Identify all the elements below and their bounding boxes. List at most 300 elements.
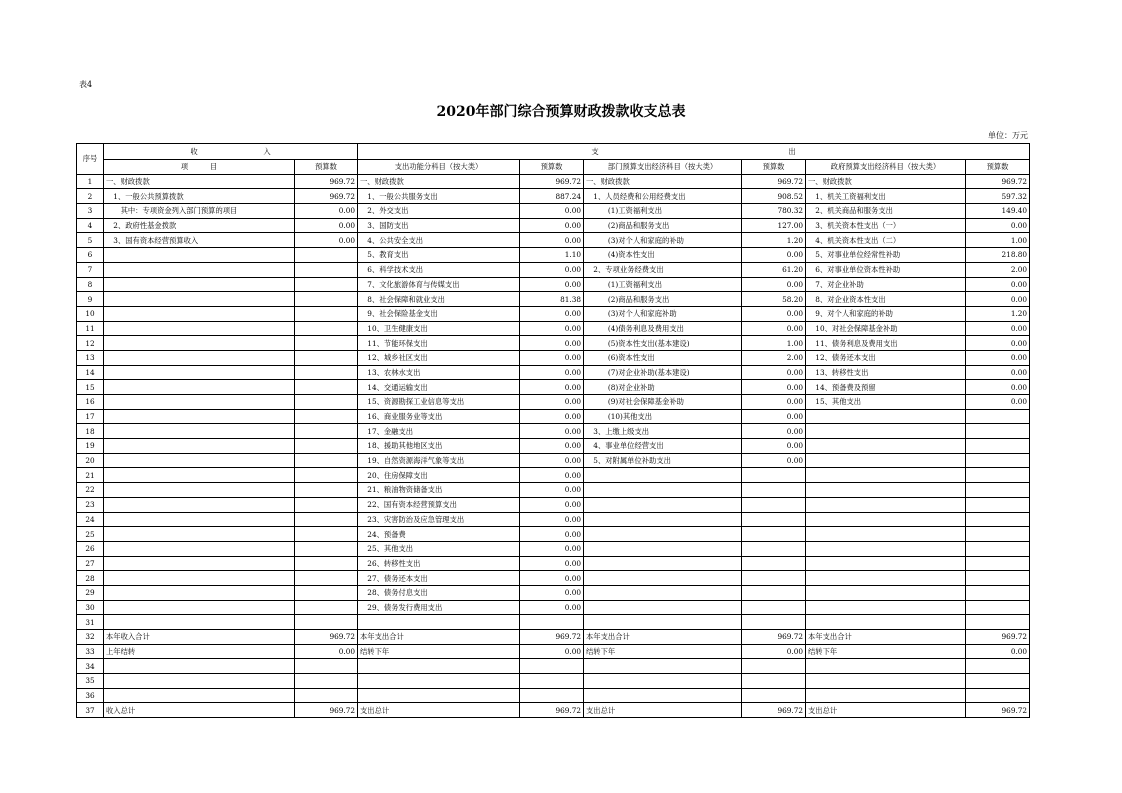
func-budget-cell: 1.10 <box>520 248 584 263</box>
table-row <box>77 615 1030 630</box>
func-item-cell: 19、自然资源海洋气象等支出 <box>358 453 520 468</box>
gov-item-cell: 13、转移性支出 <box>806 365 966 380</box>
gov-budget-cell: 0.00 <box>966 321 1030 336</box>
gov-item-cell <box>806 541 966 556</box>
dept-item-cell: (9)对社会保障基金补助 <box>584 395 742 410</box>
gov-budget-cell <box>966 556 1030 571</box>
dept-budget-cell: 58.20 <box>742 292 806 307</box>
seq-cell: 8 <box>77 277 104 292</box>
dept-item-cell <box>584 556 742 571</box>
seq-cell: 6 <box>77 248 104 263</box>
dept-item-cell <box>584 483 742 498</box>
income-item-cell <box>104 306 295 321</box>
table-row <box>77 688 1030 703</box>
dept-budget-cell <box>742 497 806 512</box>
income-item-cell <box>104 571 295 586</box>
gov-item-cell: 9、对个人和家庭的补助 <box>806 306 966 321</box>
func-budget-cell: 0.00 <box>520 483 584 498</box>
income-item-cell <box>104 336 295 351</box>
dept-budget-cell <box>742 556 806 571</box>
income-item-cell <box>104 468 295 483</box>
income-item-cell <box>104 674 295 689</box>
func-budget-cell: 0.00 <box>520 365 584 380</box>
table-row <box>77 585 1030 600</box>
income-budget-cell: 0.00 <box>295 644 358 659</box>
table-row <box>77 233 1030 248</box>
income-item-cell: 一、财政拨款 <box>104 174 295 189</box>
seq-cell: 17 <box>77 409 104 424</box>
gov-item-cell: 5、对事业单位经常性补助 <box>806 248 966 263</box>
dept-item-cell: (4)债务利息及费用支出 <box>584 321 742 336</box>
dept-item-cell: 支出总计 <box>584 703 742 718</box>
income-budget-cell: 969.72 <box>295 703 358 718</box>
gov-budget-cell <box>966 688 1030 703</box>
gov-budget-cell: 0.00 <box>966 365 1030 380</box>
income-budget-header: 预算数 <box>295 160 358 175</box>
seq-cell: 26 <box>77 541 104 556</box>
dept-item-cell <box>584 527 742 542</box>
func-budget-cell: 0.00 <box>520 527 584 542</box>
gov-item-cell: 1、机关工资福利支出 <box>806 189 966 204</box>
gov-item-cell <box>806 527 966 542</box>
gov-budget-cell: 0.00 <box>966 380 1030 395</box>
income-budget-cell <box>295 439 358 454</box>
income-item-cell <box>104 615 295 630</box>
seq-cell: 34 <box>77 659 104 674</box>
func-item-cell: 2、外交支出 <box>358 204 520 219</box>
income-budget-cell <box>295 615 358 630</box>
dept-item-cell: (10)其他支出 <box>584 409 742 424</box>
func-item-cell: 本年支出合计 <box>358 630 520 645</box>
gov-item-cell <box>806 483 966 498</box>
dept-budget-cell: 969.72 <box>742 703 806 718</box>
gov-budget-cell: 0.00 <box>966 644 1030 659</box>
seq-cell: 19 <box>77 439 104 454</box>
func-budget-header: 预算数 <box>520 160 584 175</box>
func-budget-cell: 0.00 <box>520 218 584 233</box>
func-budget-cell: 0.00 <box>520 409 584 424</box>
income-item-cell <box>104 439 295 454</box>
table-row <box>77 306 1030 321</box>
dept-budget-cell: 127.00 <box>742 218 806 233</box>
income-item-cell: 其中：专项资金列入部门预算的项目 <box>104 204 295 219</box>
dept-budget-cell: 0.00 <box>742 248 806 263</box>
dept-item-cell <box>584 585 742 600</box>
table-row <box>77 512 1030 527</box>
income-budget-cell <box>295 380 358 395</box>
income-budget-cell: 969.72 <box>295 630 358 645</box>
dept-budget-cell: 780.32 <box>742 204 806 219</box>
seq-cell: 33 <box>77 644 104 659</box>
gov-budget-cell <box>966 512 1030 527</box>
func-budget-cell: 0.00 <box>520 497 584 512</box>
income-item-cell <box>104 659 295 674</box>
func-budget-cell: 0.00 <box>520 262 584 277</box>
table-row <box>77 174 1030 189</box>
dept-budget-cell <box>742 615 806 630</box>
seq-cell: 7 <box>77 262 104 277</box>
seq-cell: 35 <box>77 674 104 689</box>
dept-item-cell: (6)资本性支出 <box>584 350 742 365</box>
func-budget-cell: 0.00 <box>520 395 584 410</box>
dept-budget-cell: 0.00 <box>742 365 806 380</box>
func-budget-cell: 0.00 <box>520 585 584 600</box>
table-tag: 表4 <box>79 80 93 89</box>
gov-budget-cell: 969.72 <box>966 174 1030 189</box>
income-budget-cell <box>295 600 358 615</box>
income-budget-cell: 969.72 <box>295 174 358 189</box>
func-budget-cell: 887.24 <box>520 189 584 204</box>
table-row <box>77 365 1030 380</box>
seq-cell: 21 <box>77 468 104 483</box>
func-budget-cell: 0.00 <box>520 644 584 659</box>
func-budget-cell: 0.00 <box>520 439 584 454</box>
gov-item-cell: 6、对事业单位资本性补助 <box>806 262 966 277</box>
seq-cell: 4 <box>77 218 104 233</box>
gov-item-cell <box>806 615 966 630</box>
table-row <box>77 336 1030 351</box>
dept-item-cell <box>584 468 742 483</box>
income-budget-cell <box>295 497 358 512</box>
gov-budget-cell <box>966 541 1030 556</box>
income-budget-cell <box>295 336 358 351</box>
gov-item-cell: 7、对企业补助 <box>806 277 966 292</box>
income-budget-cell <box>295 409 358 424</box>
dept-item-cell <box>584 512 742 527</box>
dept-item-cell: (3)对个人和家庭的补助 <box>584 233 742 248</box>
gov-budget-cell <box>966 600 1030 615</box>
seq-cell: 5 <box>77 233 104 248</box>
dept-item-cell <box>584 659 742 674</box>
dept-budget-cell <box>742 659 806 674</box>
gov-budget-cell <box>966 439 1030 454</box>
func-item-cell: 10、卫生健康支出 <box>358 321 520 336</box>
func-item-cell: 14、交通运输支出 <box>358 380 520 395</box>
dept-item-cell: 5、对附属单位补助支出 <box>584 453 742 468</box>
dept-budget-cell: 2.00 <box>742 350 806 365</box>
income-budget-cell <box>295 321 358 336</box>
gov-budget-cell <box>966 483 1030 498</box>
page-title: 2020年部门综合预算财政拨款收支总表 <box>436 104 686 120</box>
gov-item-cell: 10、对社会保障基金补助 <box>806 321 966 336</box>
dept-budget-cell <box>742 527 806 542</box>
seq-cell: 32 <box>77 630 104 645</box>
gov-budget-cell <box>966 585 1030 600</box>
income-item-cell <box>104 453 295 468</box>
func-budget-cell: 0.00 <box>520 556 584 571</box>
dept-budget-cell: 0.00 <box>742 409 806 424</box>
dept-item-cell <box>584 674 742 689</box>
gov-budget-cell: 0.00 <box>966 277 1030 292</box>
gov-item-cell <box>806 439 966 454</box>
income-budget-cell <box>295 453 358 468</box>
seq-header: 序号 <box>77 144 104 175</box>
dept-budget-cell: 61.20 <box>742 262 806 277</box>
table-row <box>77 571 1030 586</box>
dept-item-cell: 结转下年 <box>584 644 742 659</box>
func-item-cell: 13、农林水支出 <box>358 365 520 380</box>
income-budget-cell <box>295 541 358 556</box>
dept-item-cell: (1)工资福利支出 <box>584 204 742 219</box>
income-item-cell <box>104 409 295 424</box>
income-budget-cell <box>295 292 358 307</box>
func-budget-cell: 0.00 <box>520 380 584 395</box>
func-item-cell: 20、住房保障支出 <box>358 468 520 483</box>
income-item-cell <box>104 277 295 292</box>
table-row <box>77 600 1030 615</box>
gov-item-cell <box>806 571 966 586</box>
func-item-cell <box>358 674 520 689</box>
income-budget-cell <box>295 512 358 527</box>
income-item-cell <box>104 365 295 380</box>
table-row <box>77 292 1030 307</box>
budget-table <box>76 143 1030 718</box>
income-budget-cell <box>295 395 358 410</box>
func-budget-cell: 81.38 <box>520 292 584 307</box>
gov-item-cell: 本年支出合计 <box>806 630 966 645</box>
dept-item-cell: 本年支出合计 <box>584 630 742 645</box>
gov-item-cell <box>806 600 966 615</box>
income-item-cell <box>104 527 295 542</box>
table-row <box>77 659 1030 674</box>
dept-item-cell: (2)商品和服务支出 <box>584 218 742 233</box>
func-item-cell: 1、一般公共服务支出 <box>358 189 520 204</box>
dept-budget-cell: 1.00 <box>742 336 806 351</box>
gov-item-cell <box>806 468 966 483</box>
table-row <box>77 453 1030 468</box>
func-item-cell: 7、文化旅游体育与传媒支出 <box>358 277 520 292</box>
gov-item-cell: 8、对企业资本性支出 <box>806 292 966 307</box>
dept-budget-cell: 969.72 <box>742 630 806 645</box>
table-row <box>77 395 1030 410</box>
func-item-cell: 24、预备费 <box>358 527 520 542</box>
func-item-cell: 15、资源勘探工业信息等支出 <box>358 395 520 410</box>
seq-cell: 27 <box>77 556 104 571</box>
func-budget-cell: 0.00 <box>520 336 584 351</box>
income-item-cell: 2、政府性基金拨款 <box>104 218 295 233</box>
income-budget-cell: 0.00 <box>295 204 358 219</box>
table-row <box>77 541 1030 556</box>
table-row <box>77 439 1030 454</box>
seq-cell: 11 <box>77 321 104 336</box>
dept-item-cell: 4、事业单位经营支出 <box>584 439 742 454</box>
income-item-cell: 1、一般公共预算拨款 <box>104 189 295 204</box>
gov-item-cell <box>806 674 966 689</box>
dept-budget-cell: 0.00 <box>742 306 806 321</box>
income-item-cell <box>104 350 295 365</box>
income-item-cell <box>104 424 295 439</box>
func-budget-cell: 0.00 <box>520 306 584 321</box>
table-row <box>77 189 1030 204</box>
expense-header: 支 出 <box>358 144 1030 160</box>
gov-item-cell: 14、预备费及预留 <box>806 380 966 395</box>
gov-budget-cell <box>966 453 1030 468</box>
seq-cell: 22 <box>77 483 104 498</box>
seq-cell: 13 <box>77 350 104 365</box>
dept-item-cell <box>584 571 742 586</box>
gov-item-cell <box>806 497 966 512</box>
dept-budget-cell: 0.00 <box>742 644 806 659</box>
header-row-1 <box>77 144 1030 160</box>
table-row <box>77 644 1030 659</box>
gov-item-cell <box>806 453 966 468</box>
gov-item-cell: 一、财政拨款 <box>806 174 966 189</box>
func-budget-cell <box>520 659 584 674</box>
table-row <box>77 380 1030 395</box>
seq-cell: 37 <box>77 703 104 718</box>
unit-label: 单位：万元 <box>988 131 1028 140</box>
dept-budget-cell <box>742 600 806 615</box>
dept-item-cell: 3、上缴上级支出 <box>584 424 742 439</box>
func-budget-cell: 0.00 <box>520 204 584 219</box>
gov-item-cell: 15、其他支出 <box>806 395 966 410</box>
func-item-cell <box>358 659 520 674</box>
income-item-cell: 3、国有资本经营预算收入 <box>104 233 295 248</box>
func-budget-cell: 969.72 <box>520 174 584 189</box>
gov-budget-header: 预算数 <box>966 160 1030 175</box>
table-row <box>77 248 1030 263</box>
dept-item-cell: (3)对个人和家庭补助 <box>584 306 742 321</box>
gov-item-cell <box>806 512 966 527</box>
dept-budget-cell: 0.00 <box>742 395 806 410</box>
func-budget-cell: 0.00 <box>520 321 584 336</box>
func-item-cell: 8、社会保障和就业支出 <box>358 292 520 307</box>
seq-cell: 25 <box>77 527 104 542</box>
func-item-cell: 22、国有资本经营预算支出 <box>358 497 520 512</box>
gov-budget-cell: 1.00 <box>966 233 1030 248</box>
table-row <box>77 204 1030 219</box>
seq-cell: 3 <box>77 204 104 219</box>
func-item-cell: 支出总计 <box>358 703 520 718</box>
func-item-cell: 6、科学技术支出 <box>358 262 520 277</box>
func-budget-cell: 0.00 <box>520 468 584 483</box>
dept-budget-cell: 1.20 <box>742 233 806 248</box>
income-item-cell <box>104 248 295 263</box>
gov-item-cell <box>806 688 966 703</box>
gov-budget-cell: 0.00 <box>966 218 1030 233</box>
income-item-cell: 本年收入合计 <box>104 630 295 645</box>
income-budget-cell <box>295 659 358 674</box>
income-budget-cell <box>295 365 358 380</box>
func-item-cell <box>358 615 520 630</box>
func-item-cell: 26、转移性支出 <box>358 556 520 571</box>
gov-budget-cell <box>966 424 1030 439</box>
dept-item-cell: 2、专项业务经费支出 <box>584 262 742 277</box>
income-budget-cell <box>295 483 358 498</box>
income-budget-cell <box>295 350 358 365</box>
seq-cell: 10 <box>77 306 104 321</box>
dept-item-cell: 一、财政拨款 <box>584 174 742 189</box>
table-row <box>77 262 1030 277</box>
func-item-cell: 16、商业服务业等支出 <box>358 409 520 424</box>
dept-budget-cell <box>742 468 806 483</box>
dept-budget-cell: 969.72 <box>742 174 806 189</box>
income-item-cell <box>104 541 295 556</box>
dept-item-cell <box>584 688 742 703</box>
seq-cell: 15 <box>77 380 104 395</box>
gov-budget-cell: 0.00 <box>966 395 1030 410</box>
income-item-cell <box>104 380 295 395</box>
func-item-cell: 3、国防支出 <box>358 218 520 233</box>
income-item-cell <box>104 497 295 512</box>
func-item-cell: 5、教育支出 <box>358 248 520 263</box>
dept-budget-cell: 0.00 <box>742 277 806 292</box>
table-row <box>77 497 1030 512</box>
seq-cell: 36 <box>77 688 104 703</box>
func-budget-cell: 969.72 <box>520 703 584 718</box>
gov-budget-cell <box>966 409 1030 424</box>
income-item-cell: 上年结转 <box>104 644 295 659</box>
gov-item-cell: 11、债务利息及费用支出 <box>806 336 966 351</box>
table-row <box>77 409 1030 424</box>
func-budget-cell <box>520 688 584 703</box>
seq-cell: 16 <box>77 395 104 410</box>
gov-budget-cell: 0.00 <box>966 292 1030 307</box>
gov-budget-cell: 218.80 <box>966 248 1030 263</box>
func-budget-cell: 0.00 <box>520 512 584 527</box>
func-budget-cell: 0.00 <box>520 600 584 615</box>
dept-item-cell: (7)对企业补助(基本建设) <box>584 365 742 380</box>
dept-budget-cell <box>742 585 806 600</box>
seq-cell: 23 <box>77 497 104 512</box>
seq-cell: 30 <box>77 600 104 615</box>
gov-item-cell: 支出总计 <box>806 703 966 718</box>
table-row <box>77 483 1030 498</box>
income-budget-cell: 0.00 <box>295 218 358 233</box>
dept-budget-cell <box>742 688 806 703</box>
seq-cell: 28 <box>77 571 104 586</box>
dept-item-cell: (1)工资福利支出 <box>584 277 742 292</box>
table-row <box>77 321 1030 336</box>
gov-item-cell: 结转下年 <box>806 644 966 659</box>
gov-budget-cell <box>966 571 1030 586</box>
income-budget-cell <box>295 248 358 263</box>
income-budget-cell <box>295 262 358 277</box>
func-item-cell: 4、公共安全支出 <box>358 233 520 248</box>
income-item-cell <box>104 262 295 277</box>
gov-item-cell <box>806 585 966 600</box>
gov-budget-cell <box>966 497 1030 512</box>
income-budget-cell <box>295 674 358 689</box>
dept-item-cell <box>584 600 742 615</box>
gov-budget-cell: 969.72 <box>966 630 1030 645</box>
dept-item-cell <box>584 615 742 630</box>
func-item-cell: 28、债务付息支出 <box>358 585 520 600</box>
dept-budget-cell <box>742 512 806 527</box>
func-item-cell <box>358 688 520 703</box>
income-item-cell <box>104 688 295 703</box>
dept-budget-cell <box>742 571 806 586</box>
dept-item-cell: 1、人员经费和公用经费支出 <box>584 189 742 204</box>
item-header: 项 目 <box>104 160 295 175</box>
income-item-cell: 收入总计 <box>104 703 295 718</box>
income-item-cell <box>104 483 295 498</box>
seq-cell: 1 <box>77 174 104 189</box>
income-budget-cell <box>295 306 358 321</box>
gov-budget-cell: 0.00 <box>966 350 1030 365</box>
gov-item-cell: 3、机关资本性支出（一） <box>806 218 966 233</box>
func-item-cell: 23、灾害防治及应急管理支出 <box>358 512 520 527</box>
dept-budget-cell: 908.52 <box>742 189 806 204</box>
income-item-cell <box>104 600 295 615</box>
income-budget-cell <box>295 424 358 439</box>
dept-budget-cell: 0.00 <box>742 424 806 439</box>
table-row <box>77 674 1030 689</box>
gov-item-cell <box>806 409 966 424</box>
income-budget-cell <box>295 585 358 600</box>
dept-budget-cell: 0.00 <box>742 380 806 395</box>
func-item-cell: 结转下年 <box>358 644 520 659</box>
